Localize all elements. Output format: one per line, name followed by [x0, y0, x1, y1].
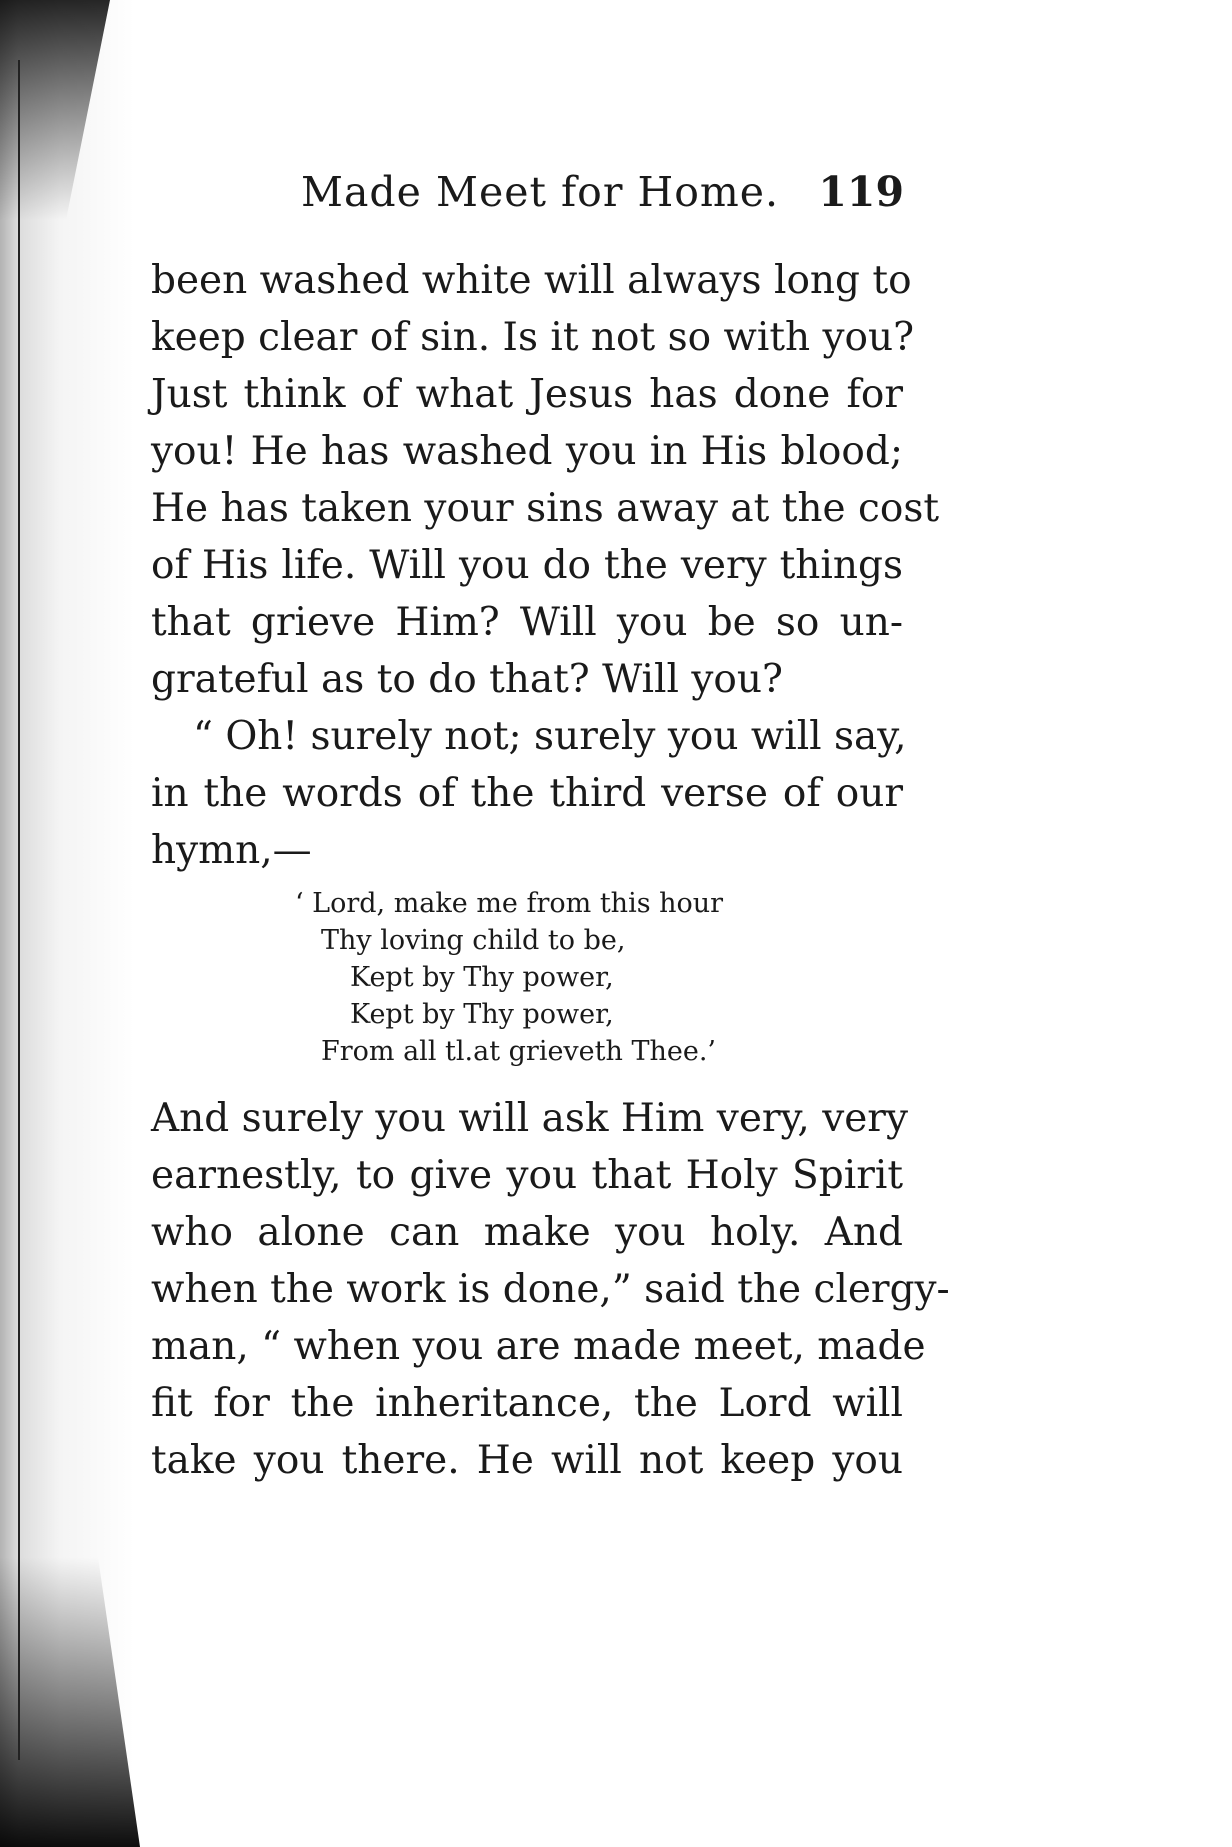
text-line: hymn,—: [151, 828, 312, 873]
text-line: keep clear of sin. Is it not so with you?: [151, 315, 915, 360]
text-line: fit for the inheritance, the Lord will: [151, 1381, 903, 1426]
text-line: when the work is done,” said the clergy-: [151, 1267, 950, 1312]
poem-line: Kept by Thy power,: [350, 962, 614, 993]
body-text-bottom: [151, 1090, 950, 1489]
poem-line: Thy loving child to be,: [321, 925, 626, 956]
text-line: take you there. He will not keep you: [151, 1438, 903, 1483]
page-edge-line: [18, 60, 20, 1760]
text-line: in the words of the third verse of our: [151, 771, 903, 816]
text-line: that grieve Him? Will you be so un-: [151, 600, 903, 645]
poem-line: Kept by Thy power,: [350, 999, 614, 1030]
text-line: And surely you will ask Him very, very: [151, 1096, 908, 1141]
text-line: “ Oh! surely not; surely you will say,: [193, 714, 907, 759]
text-line: who alone can make you holy. And: [151, 1210, 903, 1255]
text-line: man, “ when you are made meet, made: [151, 1324, 926, 1369]
text-line: Just think of what Jesus has done for: [151, 372, 903, 417]
body-text-top: [151, 252, 940, 879]
page-number: 119: [818, 168, 904, 216]
hymn-verse: [295, 885, 815, 1070]
text-line: He has taken your sins away at the cost: [151, 486, 940, 531]
page-header: [301, 162, 904, 222]
text-line: grateful as to do that? Will you?: [151, 657, 783, 702]
text-line: been washed white will always long to: [151, 258, 912, 303]
text-line: you! He has washed you in His blood;: [151, 429, 903, 474]
running-head: Made Meet for Home.: [301, 168, 780, 216]
poem-line: ‘ Lord, make me from this hour: [295, 888, 724, 919]
text-line: of His life. Will you do the very things: [151, 543, 903, 588]
text-line: earnestly, to give you that Holy Spirit: [151, 1153, 903, 1198]
poem-line: From all tl.at grieveth Thee.’: [321, 1036, 717, 1067]
